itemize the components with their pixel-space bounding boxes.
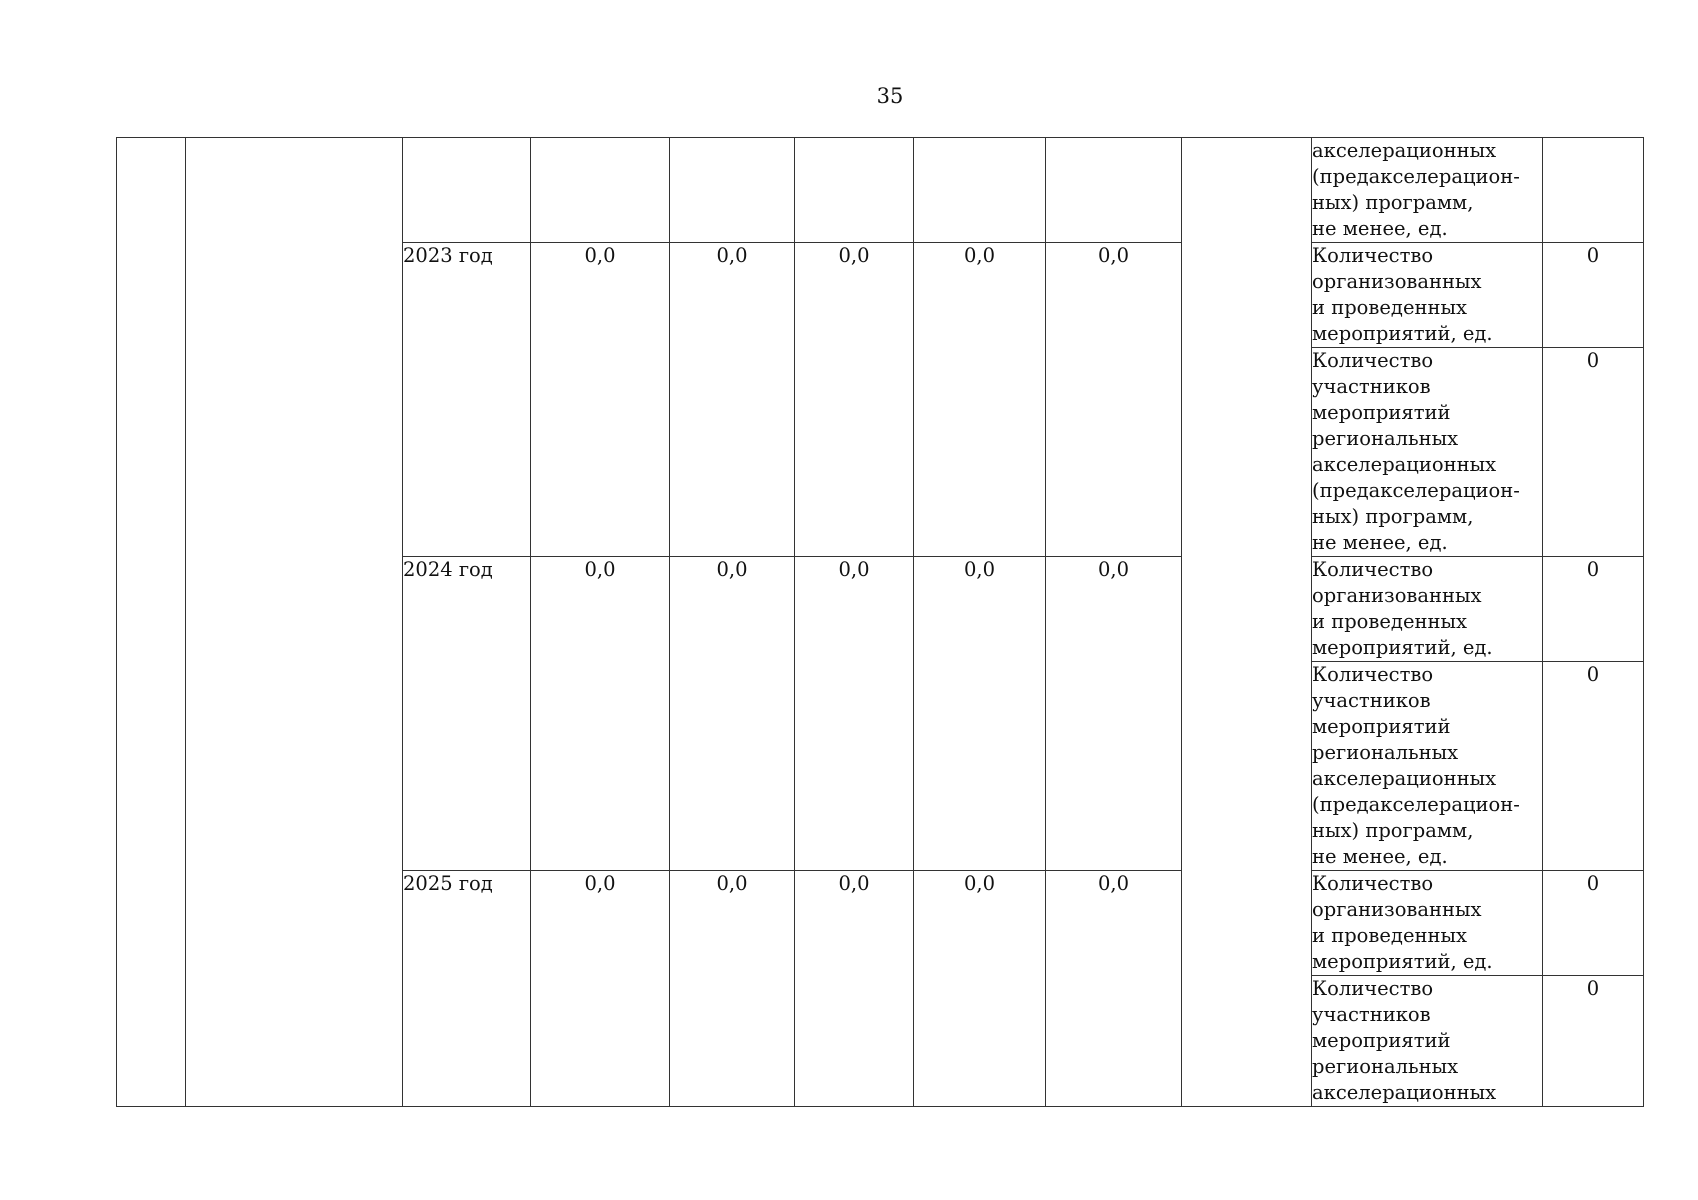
number-cell: [117, 138, 186, 1107]
executor-cell: [1182, 138, 1312, 1107]
amount-value: 0,0: [1046, 557, 1182, 871]
amount-cell: [670, 138, 795, 243]
program-table: [116, 137, 1644, 1107]
indicator-value: 0: [1543, 871, 1644, 976]
indicator-text: акселерационных (предакселерацион- ных) программ, не менее, ед.: [1312, 139, 1520, 240]
year-cell: [403, 138, 531, 243]
indicator-cell: [1312, 976, 1543, 1107]
indicator-text: Количество участников мероприятий региональных акселерационных (предакселерацион- ных) программ, не менее, ед.: [1312, 349, 1520, 554]
amount-value: 0,0: [670, 557, 795, 871]
indicator-text: Количество организованных и проведенных мероприятий, ед.: [1312, 244, 1493, 345]
page-number: 35: [876, 84, 904, 108]
indicator-cell: [1312, 662, 1543, 871]
continuation-row: [117, 138, 1644, 243]
amount-value: 0,0: [795, 871, 914, 1107]
indicator-cell: [1312, 871, 1543, 976]
amount-cell: [914, 138, 1046, 243]
year-label: 2024 год: [403, 557, 531, 871]
amount-value: 0,0: [914, 871, 1046, 1107]
amount-value: 0,0: [795, 557, 914, 871]
indicator-text: Количество организованных и проведенных мероприятий, ед.: [1312, 872, 1493, 973]
indicator-value: 0: [1543, 348, 1644, 557]
amount-cell: [1046, 138, 1182, 243]
amount-value: 0,0: [531, 871, 670, 1107]
indicator-cell: [1312, 348, 1543, 557]
indicator-text: Количество участников мероприятий региональных акселерационных (предакселерацион- ных) программ, не менее, ед.: [1312, 663, 1520, 868]
indicator-value: 0: [1543, 243, 1644, 348]
year-label: 2023 год: [403, 243, 531, 557]
amount-value: 0,0: [914, 557, 1046, 871]
amount-value: 0,0: [795, 243, 914, 557]
activity-name-cell: [186, 138, 403, 1107]
indicator-text: Количество участников мероприятий региональных акселерационных: [1312, 977, 1497, 1104]
amount-value: 0,0: [670, 243, 795, 557]
amount-value: 0,0: [1046, 871, 1182, 1107]
amount-value: 0,0: [670, 871, 795, 1107]
year-label: 2025 год: [403, 871, 531, 1107]
amount-value: 0,0: [531, 243, 670, 557]
amount-cell: [531, 138, 670, 243]
amount-value: 0,0: [531, 557, 670, 871]
indicator-text: Количество организованных и проведенных мероприятий, ед.: [1312, 558, 1493, 659]
amount-value: 0,0: [1046, 243, 1182, 557]
indicator-cell: [1312, 243, 1543, 348]
indicator-value-cell: [1543, 138, 1644, 243]
amount-cell: [795, 138, 914, 243]
indicator-cell: [1312, 557, 1543, 662]
indicator-value: 0: [1543, 557, 1644, 662]
indicator-cell: [1312, 138, 1543, 243]
amount-value: 0,0: [914, 243, 1046, 557]
indicator-value: 0: [1543, 976, 1644, 1107]
indicator-value: 0: [1543, 662, 1644, 871]
